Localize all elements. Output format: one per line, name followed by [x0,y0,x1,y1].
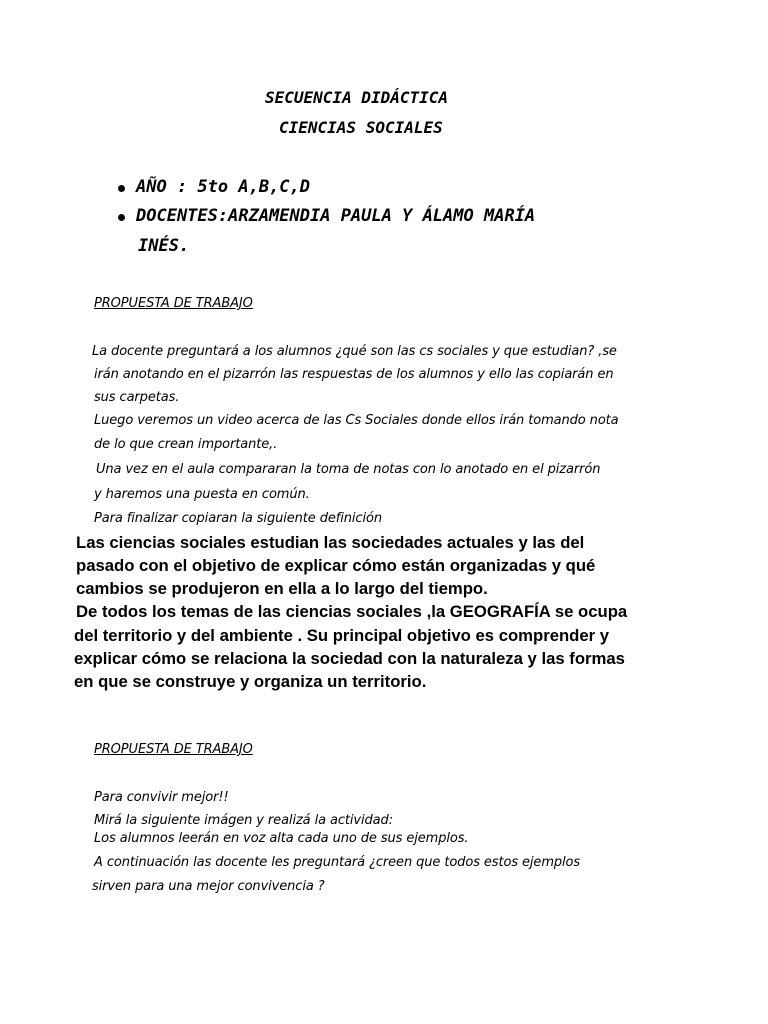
definition-line: cambios se produjeron en ella a lo largo del tiempo. [76,579,488,598]
paragraph-line: La docente preguntará a los alumnos ¿qué son las cs sociales y que estudian? ,se [92,344,617,359]
document-subtitle: CIENCIAS SOCIALES [279,118,443,137]
definition-line: del territorio y del ambiente . Su principal objetivo es comprender y [74,626,610,645]
paragraph-line: Para finalizar copiaran la siguiente definición [94,511,382,526]
bullet-year: AÑO : 5to A,B,C,D [136,177,310,197]
definition-line: pasado con el objetivo de explicar cómo están organizadas y qué [76,556,596,575]
paragraph-line: A continuación las docente les preguntará ¿creen que todos estos ejemplos [94,855,581,870]
paragraph-line: Mirá la siguiente imágen y realizá la actividad: [94,813,393,828]
bullet-icon [118,214,125,221]
section-heading: PROPUESTA DE TRABAJO [94,742,253,757]
paragraph-line: Los alumnos leerán en voz alta cada uno de sus ejemplos. [94,831,469,846]
definition-line: Las ciencias sociales estudian las sociedades actuales y las del [76,533,585,552]
paragraph-line: sirven para una mejor convivencia ? [92,879,325,894]
paragraph-line: Una vez en el aula compararan la toma de notas con lo anotado en el pizarrón [96,462,601,477]
definition-line: explicar cómo se relaciona la sociedad con la naturaleza y las formas [74,649,625,668]
paragraph-line: Luego veremos un video acerca de las Cs Sociales donde ellos irán tomando nota [94,413,619,428]
bullet-teachers-continuation: INÉS. [138,236,190,256]
definition-line: en que se construye y organiza un territorio. [74,672,427,691]
document-title: SECUENCIA DIDÁCTICA [265,88,449,107]
paragraph-line: irán anotando en el pizarrón las respuestas de los alumnos y ello las copiarán en [94,367,614,382]
paragraph-line: sus carpetas. [94,390,180,405]
section-heading: PROPUESTA DE TRABAJO [94,296,253,311]
paragraph-line: de lo que crean importante,. [94,437,278,452]
bullet-teachers: DOCENTES:ARZAMENDIA PAULA Y ÁLAMO MARÍA [136,206,536,226]
bullet-icon [118,185,125,192]
paragraph-line: y haremos una puesta en común. [94,487,310,502]
definition-line: De todos los temas de las ciencias sociales ,la GEOGRAFÍA se ocupa [76,602,628,621]
paragraph-line: Para convivir mejor!! [94,790,229,805]
